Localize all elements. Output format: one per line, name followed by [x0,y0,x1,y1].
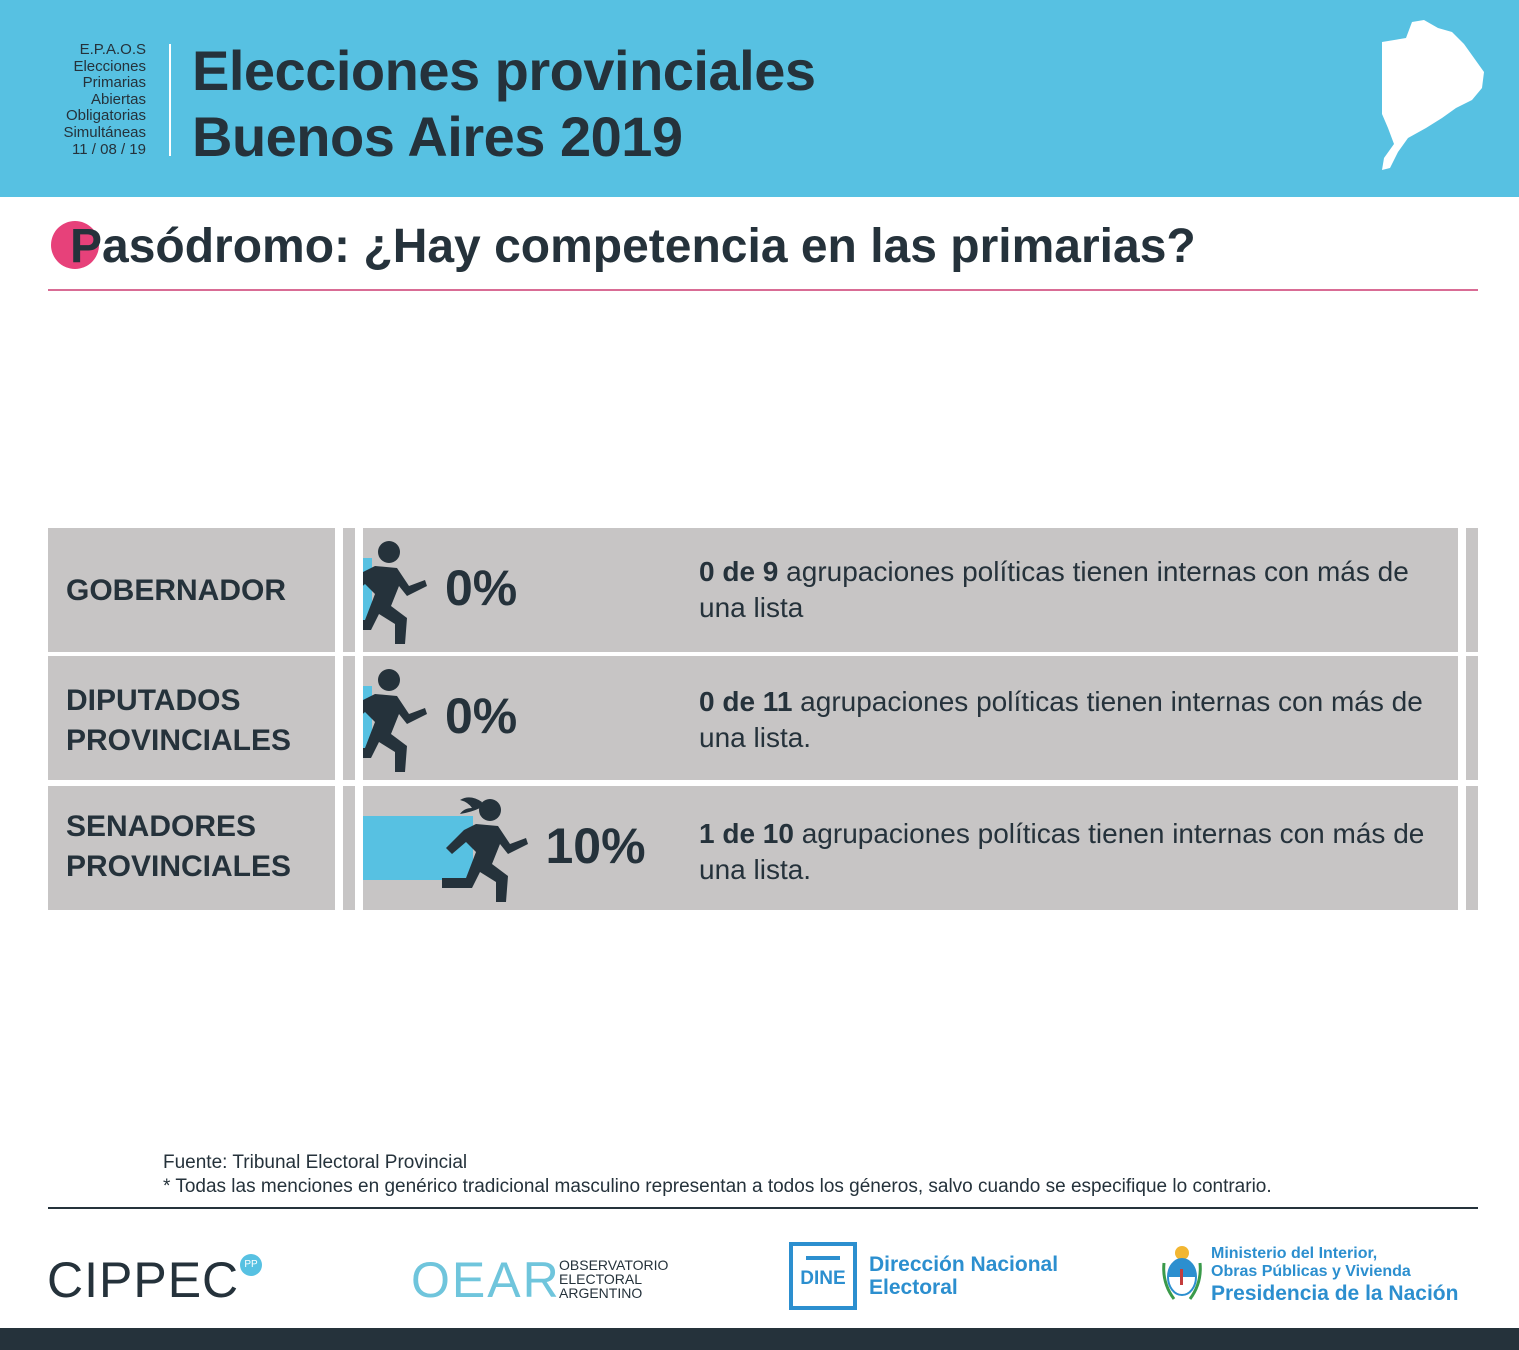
count-bold: 0 de 11 [699,686,793,717]
ministry-name [1211,1245,1458,1307]
oear-sub-line: OBSERVATORIO [559,1257,669,1273]
row-label-cell [48,528,335,652]
count-bold: 1 de 10 [699,818,794,849]
row-label-cell [48,656,335,780]
row-bar-cell [363,528,1458,652]
oear-subtitle [559,1258,668,1300]
row-description [699,554,1439,626]
bottom-bar [0,1328,1519,1350]
row-end-cell [1466,786,1478,910]
row-gap-cell [343,656,355,780]
description-text: agrupaciones políticas tienen internas con más de una lista. [699,686,1423,753]
title-line-1: Elecciones provinciales [192,39,816,102]
row-label: PROVINCIALES [66,724,292,757]
row-bar-cell [363,786,1458,910]
epaos-date: 11 / 08 / 19 [72,140,146,158]
gender-note: * Todas las menciones en genérico tradicional masculino representan a todos los géneros, salvo cuando se especifique lo contrario. [163,1176,1272,1197]
presidency-line: Presidencia de la Nación [1211,1282,1459,1305]
male-runner-icon [363,534,429,644]
row-bar-cell [363,656,1458,780]
footer-notes [163,1151,1272,1199]
epaos-line: Abiertas [90,90,146,108]
row-end-cell [1466,656,1478,780]
row-label: PROVINCIALES [66,850,292,883]
oear-sub-line: ELECTORAL [559,1271,642,1287]
female-runner-icon [430,792,530,902]
dine-name [869,1253,1058,1299]
footer-divider [48,1207,1478,1209]
title-line-2: Buenos Aires 2019 [192,105,683,168]
dine-name-line: Dirección Nacional [869,1253,1059,1276]
page-title [192,38,815,170]
header-divider [169,44,171,156]
dine-name-line: Electoral [869,1276,958,1299]
epaos-line: Obligatorias [65,107,146,125]
value-label: 10% [545,818,646,874]
subtitle-underline [48,289,1478,291]
row-gap-cell [343,786,355,910]
cippec-badge-icon [240,1254,262,1276]
row-label: SENADORES [66,810,257,843]
subtitle: Pasódromo: ¿Hay competencia en las primarias? [70,220,1196,273]
chart-row-gobernador [48,528,1478,652]
epaos-caption [20,42,146,158]
ministry-line: Obras Públicas y Vivienda [1211,1263,1411,1280]
oear-sub-line: ARGENTINO [559,1285,643,1301]
male-runner-icon [363,662,429,772]
epaos-line: E.P.A.O.S [79,41,146,58]
dine-logo-bar [806,1256,840,1260]
cippec-logo: CIPPEC [47,1252,240,1308]
count-bold: 0 de 9 [699,556,779,587]
row-label: DIPUTADOS [66,684,241,717]
dine-logo-text: DINE [800,1268,846,1289]
row-label: GOBERNADOR [66,574,287,607]
header-banner [0,0,1519,197]
value-label: 0% [445,560,518,616]
value-label: 0% [445,688,518,744]
description-text: agrupaciones políticas tienen internas con más de una lista. [699,818,1425,885]
row-gap-cell [343,528,355,652]
oear-logo: OEAR [411,1252,561,1308]
description-text: agrupaciones políticas tienen internas con más de una lista [699,556,1409,623]
buenos-aires-province-map-icon [1376,18,1488,173]
national-coat-of-arms-icon [1162,1243,1202,1303]
row-end-cell [1466,528,1478,652]
ministry-line: Ministerio del Interior, [1211,1245,1378,1262]
row-description [699,816,1439,888]
epaos-line: Primarias [82,74,146,92]
source-note: Fuente: Tribunal Electoral Provincial [163,1152,468,1173]
row-description [699,684,1439,756]
row-label-cell [48,786,335,910]
epaos-line: Elecciones [73,57,146,75]
epaos-line: Simultáneas [63,123,146,141]
chart-row-senadores [48,786,1478,910]
dine-logo [789,1242,857,1310]
chart-row-diputados [48,656,1478,780]
cippec-badge-text: PP [244,1259,258,1270]
